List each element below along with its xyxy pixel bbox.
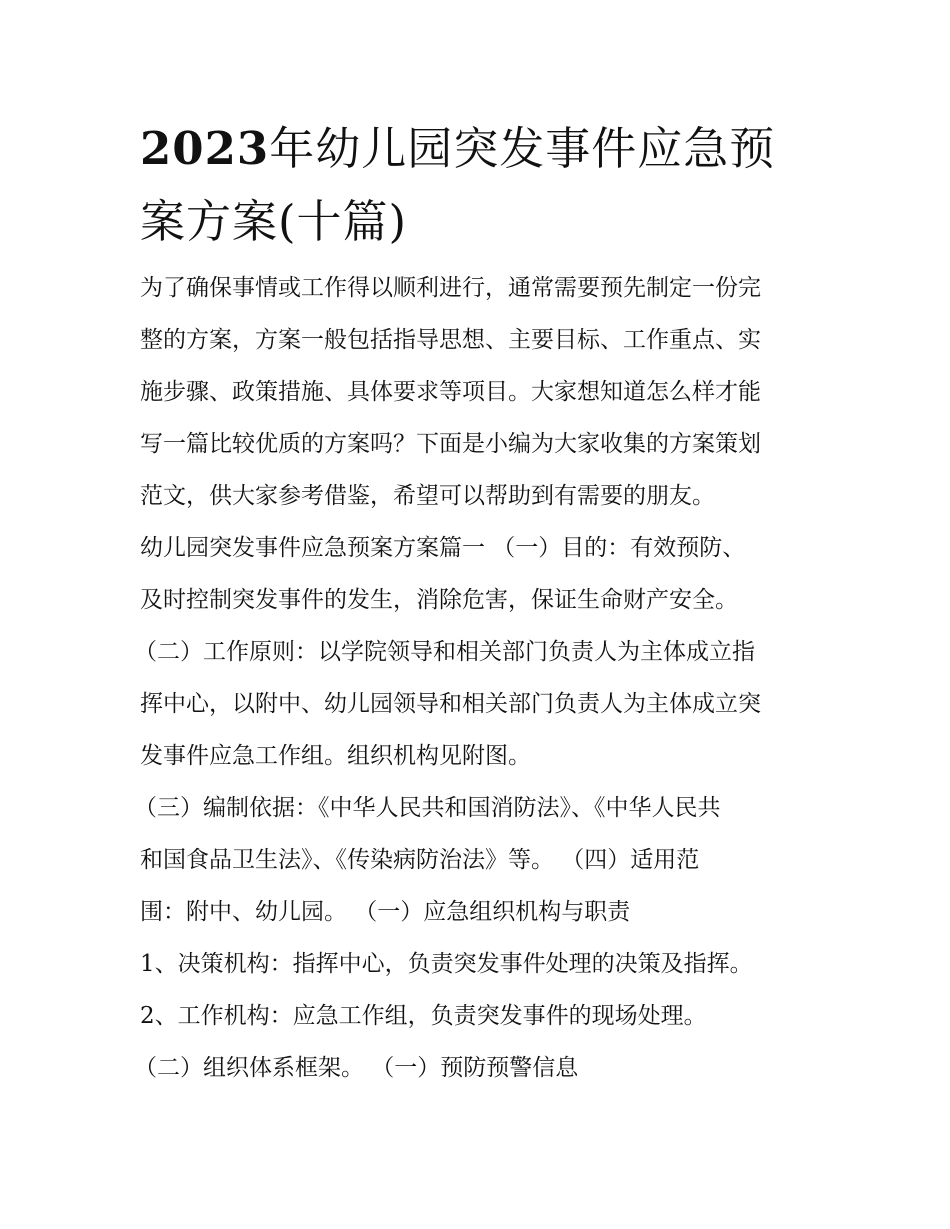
- document-page: [134, 112, 820, 1094]
- body-line: 发事件应急工作组。组织机构见附图。: [140, 743, 531, 769]
- intro-line: 范文，供大家参考借鉴，希望可以帮助到有需要的朋友。: [140, 483, 715, 509]
- intro-paragraph: [140, 262, 820, 522]
- body-line: （三）编制依据：《中华人民共和国消防法》、《中华人民共: [134, 795, 721, 821]
- body-line: 及时控制突发事件的发生，消除危害，保证生命财产安全。: [140, 587, 738, 613]
- body-line: 2、工作机构：应急工作组，负责突发事件的现场处理。: [140, 1003, 707, 1029]
- intro-line: 施步骤、政策措施、具体要求等项目。大家想知道怎么样才能: [140, 379, 761, 405]
- body-line: 1、决策机构：指挥中心，负责突发事件处理的决策及指挥。: [140, 951, 753, 977]
- document-title: [140, 112, 820, 258]
- intro-line: 为了确保事情或工作得以顺利进行，通常需要预先制定一份完: [140, 275, 761, 301]
- title-line-1: [140, 112, 820, 185]
- title-line-2: 案方案(十篇): [140, 195, 408, 248]
- body-paragraph: [134, 522, 820, 1094]
- body-line: 和国食品卫生法》、《传染病防治法》等。 （四）适用范: [140, 847, 700, 873]
- title-line-1-text: 年幼儿园突发事件应急预: [269, 122, 776, 175]
- intro-line: 写一篇比较优质的方案吗？下面是小编为大家收集的方案策划: [140, 431, 761, 457]
- body-line: 挥中心，以附中、幼儿园领导和相关部门负责人为主体成立突: [140, 691, 761, 717]
- body-line: 幼儿园突发事件应急预案方案篇一 （一）目的：有效预防、: [140, 535, 746, 561]
- body-line: 围：附中、幼儿园。 （一）应急组织机构与职责: [140, 899, 631, 925]
- body-line: （二）组织体系框架。 （一）预防预警信息: [134, 1055, 579, 1081]
- intro-line: 整的方案，方案一般包括指导思想、主要目标、工作重点、实: [140, 327, 761, 353]
- title-year: 2023: [140, 122, 270, 175]
- body-line: （二）工作原则：以学院领导和相关部门负责人为主体成立指: [134, 639, 755, 665]
